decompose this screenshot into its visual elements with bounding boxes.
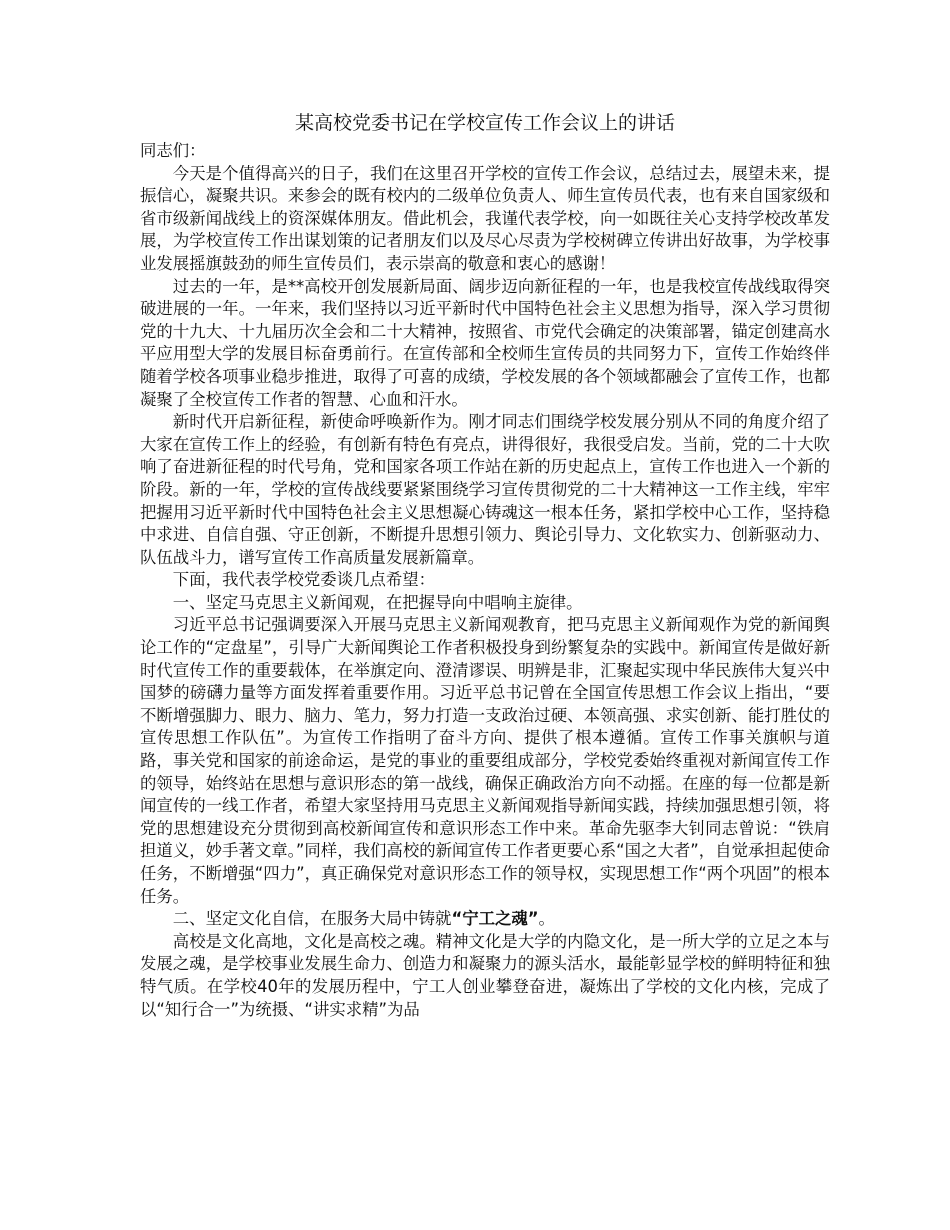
section-heading-1: 一、坚定马克思主义新闻观，在把握导向中唱响主旋律。 [172, 592, 583, 612]
section-heading-2 [140, 908, 830, 931]
section-heading-2-quote: “宁工之魂” [451, 909, 539, 929]
section-1-paragraph: 习近平总书记强调要深入开展马克思主义新闻观教育，把马克思主义新闻观作为党的新闻舆论工作的“定盘星”，引导广大新闻舆论工作者积极投身到纷繁复杂的实践中。新闻宣传是做好新时代宣传工作的重要载体，在举旗定向、澄清谬误、明辨是非，汇聚起实现中华民族伟大复兴中国梦的磅礴力量等方面发挥着重要作用。习近平总书记曾在全国宣传思想工作会议上指出，“要不断增强脚力、眼力、脑力、笔力，努力打造一支政治过硬、本领高强、求实创新、能打胜仗的宣传思想工作队伍”。为宣传工作指明了奋斗方向、提供了根本遵循。宣传工作事关旗帜与道路，事关党和国家的前途命运，是党的事业的重要组成部分，学校党委始终重视对新闻宣传工作的领导，始终站在思想与意识形态的第一战线，确保正确政治方向不动摇。在座的每一位都是新闻宣传的一线工作者，希望大家坚持用马克思主义新闻观指导新闻实践，持续加强思想引领，将党的思想建设充分贯彻到高校新闻宣传和意识形态工作中来。革命先驱李大钊同志曾说：“铁肩担道义，妙手著文章。”同样，我们高校的新闻宣传工作者更要心系“国之大者”，自觉承担起使命任务，不断增强“四力”，真正确保党对意识形态工作的领导权，实现思想工作“两个巩固”的根本任务。 [140, 615, 830, 906]
paragraph-past-year: 过去的一年，是**高校开创发展新局面、阔步迈向新征程的一年，也是我校宣传战线取得突破进展的一年。一年来，我们坚持以习近平新时代中国特色社会主义思想为指导，深入学习贯彻党的十九大、十九届历次全会和二十大精神，按照省、市党代会确定的决策部署，锚定创建高水平应用型大学的发展目标奋勇前行。在宣传部和全校师生宣传员的共同努力下，宣传工作始终伴随着学校各项事业稳步推进，取得了可喜的成绩，学校发展的各个领域都融会了宣传工作，也都凝聚了全校宣传工作者的智慧、心血和汗水。 [140, 276, 830, 409]
section-2-paragraph: 高校是文化高地，文化是高校之魂。精神文化是大学的内隐文化，是一所大学的立足之本与发展之魂，是学校事业发展生命力、创造力和凝聚力的源头活水，最能彰显学校的鲜明特征和独特气质。在学校40年的发展历程中，宁工人创业攀登奋进，凝炼出了学校的文化内核，完成了以“知行合一”为统摄、“讲实求精”为品 [140, 931, 830, 1019]
paragraph-hopes-intro: 下面，我代表学校党委谈几点希望： [172, 570, 436, 590]
document-page [140, 110, 830, 1021]
paragraph-new-era: 新时代开启新征程，新使命呼唤新作为。刚才同志们围绕学校发展分别从不同的角度介绍了大家在宣传工作上的经验，有创新有特色有亮点，讲得很好，我很受启发。当前，党的二十大吹响了奋进新征程的时代号角，党和国家各项工作站在新的历史起点上，宣传工作也进入一个新的阶段。新的一年，学校的宣传战线要紧紧围绕学习宣传贯彻党的二十大精神这一工作主线，牢牢把握用习近平新时代中国特色社会主义思想凝心铸魂这一根本任务，紧扣学校中心工作，坚持稳中求进、自信自强、守正创新，不断提升思想引领力、舆论引导力、文化软实力、创新驱动力、队伍战斗力，谱写宣传工作高质量发展新篇章。 [140, 412, 830, 567]
section-heading-2-suffix: 。 [538, 909, 555, 929]
paragraph-opening: 今天是个值得高兴的日子，我们在这里召开学校的宣传工作会议，总结过去，展望未来，提振信心，凝聚共识。来参会的既有校内的二级单位负责人、师生宣传员代表，也有来自国家级和省市级新闻战线上的资深媒体朋友。借此机会，我谨代表学校，向一如既往关心支持学校改革发展，为学校宣传工作出谋划策的记者朋友们以及尽心尽责为学校树碑立传讲出好故事，为学校事业发展摇旗鼓劲的师生宣传员们，表示崇高的敬意和衷心的感谢！ [140, 163, 830, 273]
section-heading-2-prefix: 二、坚定文化自信，在服务大局中铸就 [172, 909, 452, 929]
document-title: 某高校党委书记在学校宣传工作会议上的讲话 [294, 112, 675, 134]
salutation: 同志们： [140, 141, 206, 160]
